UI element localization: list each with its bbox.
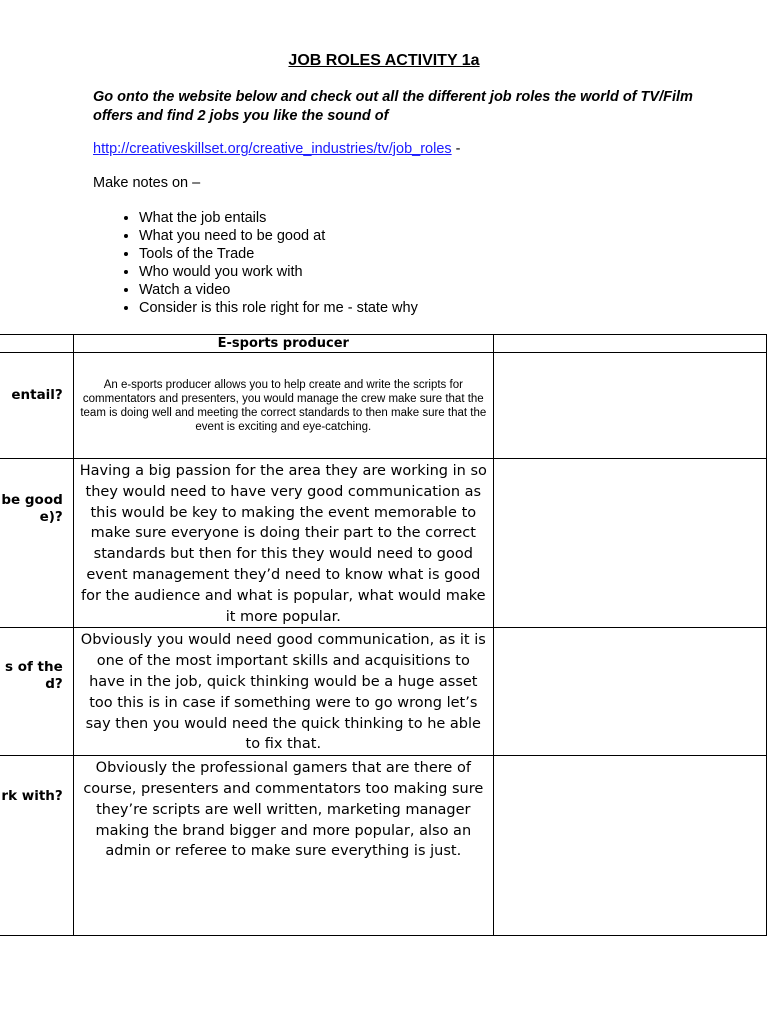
table-row xyxy=(0,628,767,756)
question-cell xyxy=(0,756,73,936)
table-row xyxy=(0,756,767,936)
instruction-text: Go onto the website below and check out all the different job roles the world of TV/Film offers and find 2 jobs you like the sound of xyxy=(93,89,693,124)
header-job2 xyxy=(493,335,766,353)
link-suffix: - xyxy=(451,141,461,157)
question-cell xyxy=(0,459,73,628)
answer-cell-job1: Obviously you would need good communication, as it is one of the most important skills and acquisitions to have in the job, quick thinking would be a huge asset too this is in case if something were to go wrong let’s say then you would need the quick thinking to he able to fix that. xyxy=(73,628,493,756)
header-job1: E-sports producer xyxy=(73,335,493,353)
bullet-item: • Consider is this role right for me - state why xyxy=(139,299,418,317)
job-roles-link[interactable]: http://creativeskillset.org/creative_industries/tv/job_roles xyxy=(93,141,452,157)
question-text: be good xyxy=(1,492,63,508)
question-text: e)? xyxy=(39,509,63,525)
question-text: s of the xyxy=(4,659,63,676)
header-question-cell xyxy=(0,335,73,353)
table-row xyxy=(0,353,767,459)
job-roles-table xyxy=(0,334,767,936)
notes-bullet-list xyxy=(93,209,418,317)
question-cell xyxy=(0,628,73,756)
bullet-item: • Who would you work with xyxy=(139,263,418,281)
bullet-item: • What you need to be good at xyxy=(139,227,418,245)
question-text: d? xyxy=(45,676,63,693)
table-row xyxy=(0,459,767,628)
bullet-item: • Tools of the Trade xyxy=(139,245,418,263)
answer-cell-job2 xyxy=(493,628,766,756)
question-cell xyxy=(0,353,73,459)
answer-cell-job1: Obviously the professional gamers that are there of course, presenters and commentators too making sure they’re scripts are well written, marketing manager making the brand bigger and more popular, also an admin or referee to make sure everything is just. xyxy=(73,756,493,936)
link-line xyxy=(93,141,461,157)
answer-cell-job2 xyxy=(493,459,766,628)
notes-label: Make notes on – xyxy=(93,175,201,191)
bullet-item: • What the job entails xyxy=(139,209,418,227)
bullet-item: • Watch a video xyxy=(139,281,418,299)
question-text: rk with? xyxy=(1,788,63,805)
question-text: entail? xyxy=(11,387,63,403)
answer-cell-job1: Having a big passion for the area they are working in so they would need to have very good communication as this would be key to making the event memorable to make sure everyone is doing their part to the correct standards but then for this they would need to good event management they’d need to know what is good for the audience and what is popular, what would make it more popular. xyxy=(73,459,493,628)
page-title: JOB ROLES ACTIVITY 1a xyxy=(288,52,480,69)
answer-cell-job2 xyxy=(493,756,766,936)
answer-cell-job2 xyxy=(493,353,766,459)
table-header-row xyxy=(0,335,767,353)
answer-cell-job1: An e-sports producer allows you to help create and write the scripts for commentators and presenters, you would manage the crew make sure that the team is doing well and meeting the correct standards to then make sure that the event is exciting and eye-catching. xyxy=(73,353,493,459)
